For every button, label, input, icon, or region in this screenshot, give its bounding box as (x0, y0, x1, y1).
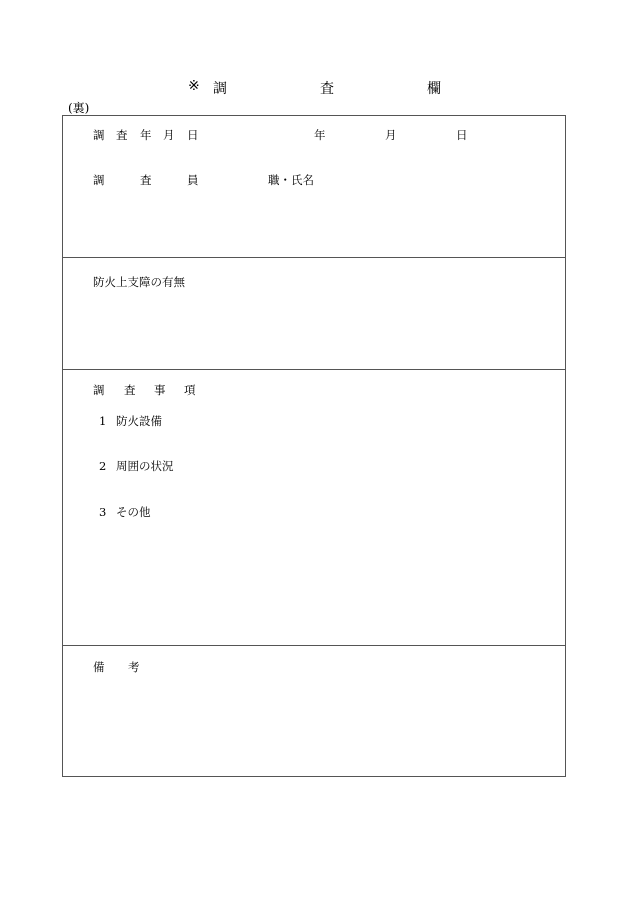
survey-date-label-char: 月 (163, 128, 175, 142)
day-field-label: 日 (456, 128, 468, 142)
survey-item-text: 防火設備 (116, 414, 162, 428)
page-title (0, 78, 630, 98)
survey-form (62, 115, 566, 777)
investigator-label-char: 査 (140, 173, 152, 187)
back-side-label: (裏) (68, 101, 90, 115)
survey-items-section (63, 370, 565, 646)
survey-date-label-char: 年 (140, 128, 152, 142)
title-char-1: 調 (213, 81, 227, 97)
remarks-label-char: 考 (128, 660, 140, 674)
survey-date-label-char: 調 (93, 128, 105, 142)
position-name-label: 職・氏名 (268, 173, 314, 187)
month-field-label: 月 (385, 128, 397, 142)
year-field-label: 年 (314, 128, 326, 142)
investigator-label-char: 員 (187, 173, 199, 187)
survey-items-label-char: 項 (184, 383, 196, 397)
survey-item-number: 1 (99, 414, 107, 428)
survey-date-investigator-section (63, 116, 565, 258)
survey-date-label-char: 査 (116, 128, 128, 142)
survey-items-label-char: 事 (154, 383, 166, 397)
investigator-label-char: 調 (93, 173, 105, 187)
survey-item-text: その他 (116, 505, 151, 519)
survey-item-number: 2 (99, 459, 107, 473)
title-char-3: 欄 (427, 81, 441, 97)
reference-mark: ※ (188, 78, 200, 94)
survey-item-number: 3 (99, 505, 107, 519)
survey-items-label-char: 調 (93, 383, 105, 397)
fire-prevention-label: 防火上支障の有無 (93, 275, 185, 289)
survey-date-label-char: 日 (187, 128, 199, 142)
remarks-label-char: 備 (93, 660, 105, 674)
fire-prevention-section (63, 258, 565, 370)
survey-item-text: 周囲の状況 (116, 459, 174, 473)
survey-items-label-char: 査 (124, 383, 136, 397)
remarks-section (63, 646, 565, 776)
title-char-2: 査 (320, 81, 334, 97)
